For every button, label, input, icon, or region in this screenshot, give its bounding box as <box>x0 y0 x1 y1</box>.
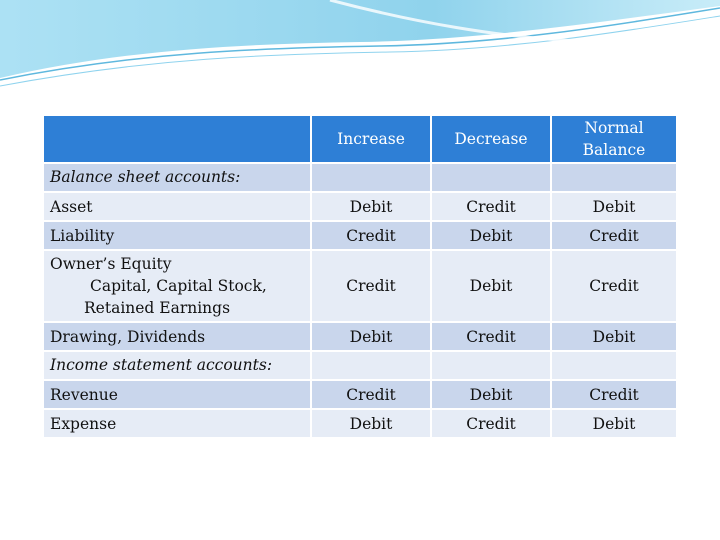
normal-balance-cell: Debit <box>552 193 676 220</box>
decrease-cell: Credit <box>432 193 550 220</box>
header-increase: Increase <box>312 116 430 162</box>
row-sublabel-retained-earnings: Retained Earnings <box>84 299 231 317</box>
header-decrease: Decrease <box>432 116 550 162</box>
normal-balance-cell: Credit <box>552 222 676 249</box>
table-row-expense <box>44 410 676 437</box>
section-row-balance-sheet <box>44 164 676 191</box>
increase-cell: Credit <box>312 381 430 408</box>
increase-cell: Debit <box>312 323 430 350</box>
header-blank-cell <box>44 116 310 162</box>
increase-cell: Credit <box>312 222 430 249</box>
normal-balance-cell: Credit <box>552 381 676 408</box>
row-label: Owner’s Equity <box>50 255 172 273</box>
normal-balance-cell: Credit <box>552 251 676 321</box>
section-label-income-statement: Income statement accounts: <box>44 352 310 379</box>
debit-credit-rules-table <box>42 114 678 439</box>
section-row-income-statement <box>44 352 676 379</box>
table-row-liability <box>44 222 676 249</box>
table-row-revenue <box>44 381 676 408</box>
row-label: Asset <box>44 193 310 220</box>
decrease-cell: Debit <box>432 381 550 408</box>
normal-balance-cell: Debit <box>552 323 676 350</box>
row-label: Expense <box>44 410 310 437</box>
decrease-cell: Debit <box>432 222 550 249</box>
table-header-row <box>44 116 676 162</box>
row-label: Drawing, Dividends <box>44 323 310 350</box>
row-label: Revenue <box>44 381 310 408</box>
increase-cell: Debit <box>312 410 430 437</box>
section-label-balance-sheet: Balance sheet accounts: <box>44 164 310 191</box>
decrease-cell: Credit <box>432 323 550 350</box>
table-row-asset <box>44 193 676 220</box>
row-sublabel-capital: Capital, Capital Stock, <box>90 277 267 295</box>
row-label-owners-equity <box>44 251 310 321</box>
increase-cell: Debit <box>312 193 430 220</box>
table-row-owners-equity <box>44 251 676 321</box>
normal-balance-cell: Debit <box>552 410 676 437</box>
decorative-swoosh <box>0 0 720 90</box>
decrease-cell: Debit <box>432 251 550 321</box>
table-row-drawing <box>44 323 676 350</box>
decrease-cell: Credit <box>432 410 550 437</box>
increase-cell: Credit <box>312 251 430 321</box>
row-label: Liability <box>44 222 310 249</box>
header-normal-balance: Normal Balance <box>552 116 676 162</box>
